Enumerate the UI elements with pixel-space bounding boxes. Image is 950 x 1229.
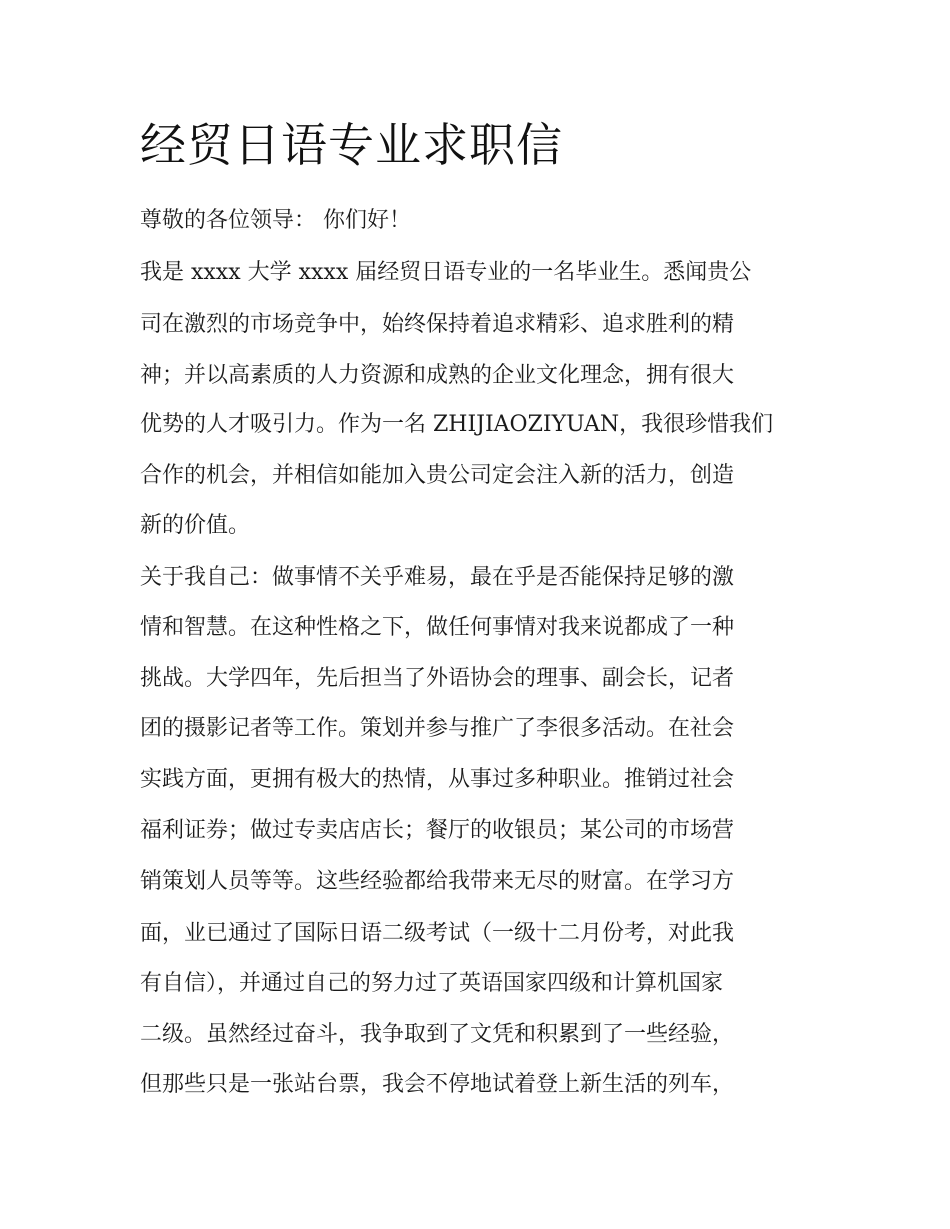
body-line: 司在激烈的市场竞争中，始终保持着追求精彩、追求胜利的精 [140,312,735,337]
body-line: 情和智慧。在这种性格之下，做任何事情对我来说都成了一种 [140,615,735,640]
body-line: 二级。虽然经过奋斗，我争取到了文凭和积累到了一些经验， [140,1022,735,1047]
document-title: 经贸日语专业求职信 [140,118,563,172]
body-line: 挑战。大学四年，先后担当了外语协会的理事、副会长，记者 [140,666,735,691]
body-line: 合作的机会，并相信如能加入贵公司定会注入新的活力，创造 [140,463,735,488]
body-line: 我是 xxxx 大学 xxxx 届经贸日语专业的一名毕业生。悉闻贵公 [140,260,752,285]
body-line: 福利证券；做过专卖店店长；餐厅的收银员；某公司的市场营 [140,818,735,843]
salutation-line: 尊敬的各位领导： 你们好！ [140,208,411,233]
body-line: 新的价值。 [140,513,251,538]
body-line: 团的摄影记者等工作。策划并参与推广了李很多活动。在社会 [140,716,735,741]
body-line: 但那些只是一张站台票，我会不停地试着登上新生活的列车， [140,1072,735,1097]
body-line: 优势的人才吸引力。作为一名 ZHIJIAOZIYUAN，我很珍惜我们 [140,412,774,437]
body-line: 关于我自己：做事情不关乎难易，最在乎是否能保持足够的激 [140,565,735,590]
body-line: 销策划人员等等。这些经验都给我带来无尽的财富。在学习方 [140,869,735,894]
body-line: 神；并以高素质的人力资源和成熟的企业文化理念，拥有很大 [140,363,735,388]
body-line: 实践方面，更拥有极大的热情，从事过多种职业。推销过社会 [140,767,735,792]
body-line: 面，业已通过了国际日语二级考试（一级十二月份考，对此我 [140,921,735,946]
body-line: 有自信），并通过自己的努力过了英语国家四级和计算机国家 [140,971,724,996]
